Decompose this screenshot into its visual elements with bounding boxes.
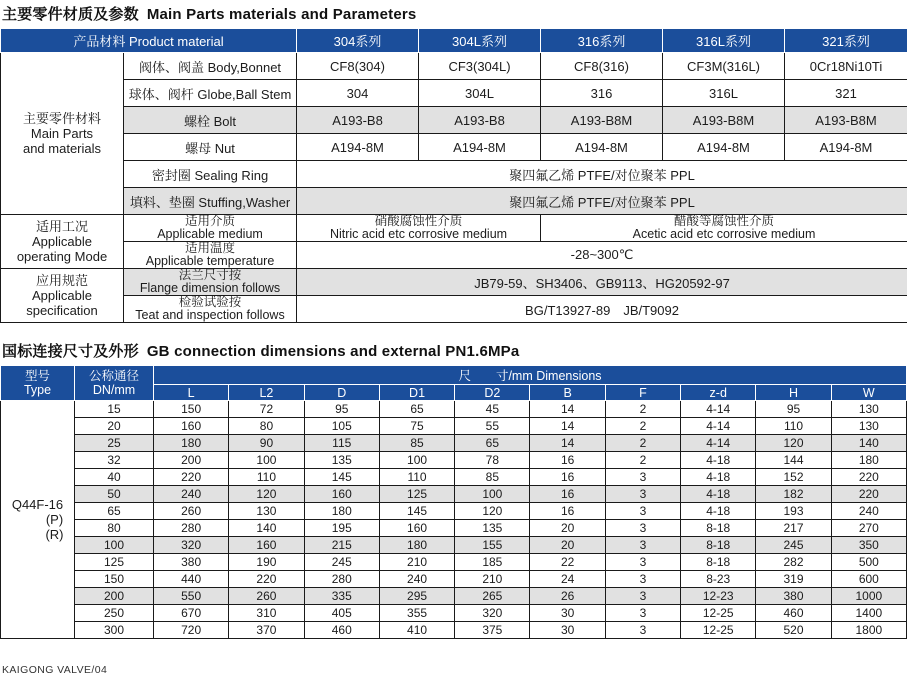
dim-cell: 335 [304,588,379,605]
cell-nut-321: A194-8M [785,134,907,161]
dim-cell: 45 [455,401,530,418]
section1-title [0,0,907,28]
dim-cell: 120 [756,435,831,452]
dim-cell: 152 [756,469,831,486]
dim-cell: 270 [831,520,906,537]
dim-cell: 217 [756,520,831,537]
dim-cell: 193 [756,503,831,520]
dim-cell: 16 [530,452,605,469]
dim-cell: 8-18 [681,554,756,571]
dim-cell: 265 [455,588,530,605]
cell-bolt-304: A193-B8 [297,107,419,134]
header-series-316l: 316L系列 [663,29,785,53]
label-flange [124,269,297,296]
label-medium-zh: 适用介质 [185,214,236,228]
dim-cell: 460 [756,605,831,622]
dim-cell: 65 [455,435,530,452]
dim-cell: 16 [530,503,605,520]
row-sealing-ring [1,161,907,188]
cell-body-316: CF8(316) [541,53,663,80]
dim-cell: 8-18 [681,520,756,537]
group-specification [1,269,124,323]
dim-cell: 220 [831,486,906,503]
dim-cell: 95 [304,401,379,418]
group-operating-en2: operating Mode [16,249,108,264]
cell-dn: 150 [75,571,154,588]
dim-cell: 195 [304,520,379,537]
dim-cell: 375 [455,622,530,639]
dim-cell: 160 [304,486,379,503]
dim-cell: 14 [530,435,605,452]
cell-nut-304: A194-8M [297,134,419,161]
dim-cell: 3 [605,605,680,622]
cell-dn: 32 [75,452,154,469]
dim-cell: 3 [605,588,680,605]
cell-medium-nitric [297,215,541,242]
cell-stem-304l: 304L [419,80,541,107]
label-medium [124,215,297,242]
dim-cell: 160 [379,520,454,537]
header-type [1,366,75,401]
dim-cell: 65 [379,401,454,418]
cell-dn: 50 [75,486,154,503]
dim-cell: 245 [304,554,379,571]
header-col-L2: L2 [229,385,304,401]
dim-cell: 380 [756,588,831,605]
cell-medium-acetic [541,215,907,242]
group-specification-en2: specification [26,303,98,318]
header-type-zh: 型号 [24,369,50,383]
dim-cell: 355 [379,605,454,622]
dim-cell: 14 [530,401,605,418]
type-variant-p: (P) [45,512,64,527]
dim-cell: 460 [304,622,379,639]
dim-cell: 14 [530,418,605,435]
label-test-en: Teat and inspection follows [135,308,285,322]
dim-cell: 280 [304,571,379,588]
dim-cell: 280 [154,520,229,537]
dim-cell: 3 [605,469,680,486]
parts-materials-table [0,28,907,323]
header-series-304l: 304L系列 [419,29,541,53]
header-dimensions-span: 尺 寸/mm Dimensions [154,366,907,385]
cell-stuffing-value: 聚四氟乙烯 PTFE/对位聚苯 PPL [297,188,907,215]
dim-cell: 310 [229,605,304,622]
dim-cell: 200 [154,452,229,469]
section1-title-zh: 主要零件材质及参数 [2,6,139,23]
header-product-material: 产品材料 Product material [1,29,297,53]
dim-cell: 520 [756,622,831,639]
section2-title-en: GB connection dimensions and external PN1.6MPa [146,343,520,360]
dim-row-dn200 [1,588,907,605]
dim-row-dn32 [1,452,907,469]
dim-cell: 260 [229,588,304,605]
label-temperature-zh: 适用温度 [185,241,236,255]
group-main-parts-en2: and materials [22,141,102,156]
label-bolt: 螺栓 Bolt [124,107,297,134]
label-stuffing: 填料、垫圈 Stuffing,Washer [124,188,297,215]
dim-cell: 210 [455,571,530,588]
dim-cell: 55 [455,418,530,435]
row-test-inspection [1,296,907,323]
cell-stem-316: 316 [541,80,663,107]
dim-cell: 3 [605,503,680,520]
dim-cell: 2 [605,452,680,469]
dim-cell: 8-18 [681,537,756,554]
dim-cell: 85 [455,469,530,486]
dim-row-dn250 [1,605,907,622]
dim-cell: 135 [304,452,379,469]
dim-cell: 320 [455,605,530,622]
dim-cell: 135 [455,520,530,537]
dim-cell: 240 [379,571,454,588]
cell-dn: 200 [75,588,154,605]
dim-cell: 2 [605,418,680,435]
cell-bolt-316: A193-B8M [541,107,663,134]
dim-cell: 144 [756,452,831,469]
dim-cell: 182 [756,486,831,503]
dim-cell: 100 [379,452,454,469]
dim-cell: 130 [831,418,906,435]
dim-cell: 30 [530,622,605,639]
row-nut [1,134,907,161]
cell-nut-316l: A194-8M [663,134,785,161]
header-type-en: Type [23,383,52,397]
dim-cell: 550 [154,588,229,605]
dim-cell: 160 [229,537,304,554]
header-series-316: 316系列 [541,29,663,53]
dim-cell: 380 [154,554,229,571]
dim-cell: 12-23 [681,588,756,605]
row-bolt [1,107,907,134]
type-model: Q44F-16 [11,497,64,512]
dim-cell: 4-14 [681,435,756,452]
group-operating-en1: Applicable [32,234,92,249]
group-operating-zh: 适用工况 [35,219,88,234]
dim-cell: 2 [605,401,680,418]
dim-cell: 282 [756,554,831,571]
dim-row-dn300 [1,622,907,639]
dim-cell: 130 [229,503,304,520]
dim-cell: 220 [154,469,229,486]
label-temperature [124,242,297,269]
dim-cell: 1400 [831,605,906,622]
dim-cell: 140 [831,435,906,452]
dim-cell: 180 [304,503,379,520]
dim-cell: 100 [455,486,530,503]
dim-cell: 24 [530,571,605,588]
dim-cell: 145 [304,469,379,486]
dim-cell: 3 [605,537,680,554]
cell-stem-316l: 316L [663,80,785,107]
footer-text: KAIGONG VALVE/04 [2,664,108,676]
dim-row-dn15 [1,401,907,418]
group-main-parts-en1: Main Parts [30,126,94,141]
dim-cell: 4-14 [681,401,756,418]
label-medium-en: Applicable medium [157,227,263,241]
dim-cell: 2 [605,435,680,452]
label-sealing: 密封圈 Sealing Ring [124,161,297,188]
dim-cell: 120 [455,503,530,520]
dim-cell: 125 [379,486,454,503]
header-col-F: F [605,385,680,401]
dim-cell: 4-18 [681,503,756,520]
dim-cell: 30 [530,605,605,622]
section1-title-en: Main Parts materials and Parameters [146,6,417,23]
dim-cell: 4-18 [681,469,756,486]
cell-nut-304l: A194-8M [419,134,541,161]
label-temperature-en: Applicable temperature [145,254,275,268]
row-applicable-temperature [1,242,907,269]
header-col-H: H [756,385,831,401]
dim-cell: 320 [154,537,229,554]
dim-cell: 3 [605,554,680,571]
cell-body-304: CF8(304) [297,53,419,80]
label-flange-zh: 法兰尺寸按 [178,268,242,282]
cell-flange-value: JB79-59、SH3406、GB9113、HG20592-97 [297,269,907,296]
dim-row-dn20 [1,418,907,435]
dim-cell: 120 [229,486,304,503]
cell-nitric-zh: 硝酸腐蚀性介质 [374,214,463,228]
dim-cell: 85 [379,435,454,452]
row-body-bonnet [1,53,907,80]
cell-body-316l: CF3M(316L) [663,53,785,80]
dim-cell: 350 [831,537,906,554]
cell-dn: 25 [75,435,154,452]
group-main-parts [1,53,124,215]
cell-acetic-en: Acetic acid etc corrosive medium [632,227,816,241]
header-col-zd: z-d [681,385,756,401]
dim-cell: 600 [831,571,906,588]
dim-cell: 260 [154,503,229,520]
dim-cell: 190 [229,554,304,571]
cell-acetic-zh: 醋酸等腐蚀性介质 [674,214,775,228]
dim-cell: 16 [530,486,605,503]
dim-cell: 180 [831,452,906,469]
dim-cell: 140 [229,520,304,537]
dim-cell: 440 [154,571,229,588]
group-main-parts-zh: 主要零件材料 [22,111,101,126]
dim-cell: 180 [379,537,454,554]
cell-sealing-value: 聚四氟乙烯 PTFE/对位聚苯 PPL [297,161,907,188]
dim-cell: 4-18 [681,486,756,503]
dim-cell: 12-25 [681,605,756,622]
dim-row-dn125 [1,554,907,571]
label-test [124,296,297,323]
dim-cell: 95 [756,401,831,418]
dim-row-dn40 [1,469,907,486]
dim-cell: 180 [154,435,229,452]
row-globe-ball-stem [1,80,907,107]
row-stuffing-washer [1,188,907,215]
header-col-W: W [831,385,906,401]
cell-nitric-en: Nitric acid etc corrosive medium [329,227,508,241]
dim-cell: 220 [229,571,304,588]
label-nut: 螺母 Nut [124,134,297,161]
dim-cell: 72 [229,401,304,418]
dim-cell: 1000 [831,588,906,605]
dim-cell: 100 [229,452,304,469]
header-col-B: B [530,385,605,401]
dim-cell: 90 [229,435,304,452]
cell-dn: 100 [75,537,154,554]
dim-cell: 75 [379,418,454,435]
group-operating-mode [1,215,124,269]
dim-cell: 295 [379,588,454,605]
header-dn-en: DN/mm [92,383,136,397]
cell-dn: 125 [75,554,154,571]
dim-cell: 8-23 [681,571,756,588]
dim-row-dn50 [1,486,907,503]
label-flange-en: Flange dimension follows [139,281,281,295]
cell-stem-304: 304 [297,80,419,107]
dim-cell: 78 [455,452,530,469]
dim-cell: 3 [605,486,680,503]
dim-cell: 405 [304,605,379,622]
dim-cell: 160 [154,418,229,435]
cell-temperature-value: -28~300℃ [297,242,907,269]
dim-cell: 3 [605,520,680,537]
dim-cell: 110 [229,469,304,486]
dim-cell: 150 [154,401,229,418]
dim-cell: 215 [304,537,379,554]
parts-table-header-row [1,29,907,53]
dim-cell: 145 [379,503,454,520]
cell-body-321: 0Cr18Ni10Ti [785,53,907,80]
header-series-304: 304系列 [297,29,419,53]
header-col-D2: D2 [455,385,530,401]
dim-cell: 80 [229,418,304,435]
dim-cell: 20 [530,520,605,537]
cell-dn: 65 [75,503,154,520]
cell-type-value [1,401,75,639]
dim-cell: 670 [154,605,229,622]
cell-bolt-304l: A193-B8 [419,107,541,134]
dim-cell: 130 [831,401,906,418]
dim-cell: 240 [154,486,229,503]
type-variant-r: (R) [45,527,64,542]
dim-cell: 240 [831,503,906,520]
cell-dn: 250 [75,605,154,622]
dim-cell: 220 [831,469,906,486]
dim-cell: 26 [530,588,605,605]
dim-cell: 22 [530,554,605,571]
dim-row-dn100 [1,537,907,554]
dim-cell: 4-18 [681,452,756,469]
cell-test-value: BG/T13927-89 JB/T9092 [297,296,907,323]
dim-cell: 1800 [831,622,906,639]
row-flange-dimension [1,269,907,296]
label-body-bonnet: 阀体、阀盖 Body,Bonnet [124,53,297,80]
dim-cell: 110 [379,469,454,486]
dim-cell: 185 [455,554,530,571]
cell-dn: 20 [75,418,154,435]
dim-cell: 500 [831,554,906,571]
dim-cell: 245 [756,537,831,554]
header-dn-zh: 公称通径 [88,369,139,383]
label-test-zh: 检验试验按 [178,295,242,309]
header-series-321: 321系列 [785,29,907,53]
header-dn [75,366,154,401]
label-stem: 球体、阀杆 Globe,Ball Stem [124,80,297,107]
cell-nut-316: A194-8M [541,134,663,161]
cell-bolt-321: A193-B8M [785,107,907,134]
cell-dn: 15 [75,401,154,418]
dim-cell: 3 [605,571,680,588]
section2-title [0,337,907,365]
section2-title-zh: 国标连接尺寸及外形 [2,343,139,360]
cell-bolt-316l: A193-B8M [663,107,785,134]
dim-cell: 110 [756,418,831,435]
dim-cell: 20 [530,537,605,554]
dim-cell: 370 [229,622,304,639]
cell-dn: 40 [75,469,154,486]
cell-dn: 80 [75,520,154,537]
dim-cell: 3 [605,622,680,639]
dim-row-dn80 [1,520,907,537]
dim-row-dn150 [1,571,907,588]
header-col-L: L [154,385,229,401]
dim-cell: 155 [455,537,530,554]
row-applicable-medium [1,215,907,242]
header-col-D: D [304,385,379,401]
dim-cell: 12-25 [681,622,756,639]
dim-cell: 4-14 [681,418,756,435]
dim-row-dn25 [1,435,907,452]
group-specification-en1: Applicable [32,288,92,303]
dim-cell: 410 [379,622,454,639]
dim-cell: 115 [304,435,379,452]
dim-cell: 105 [304,418,379,435]
dim-cell: 16 [530,469,605,486]
group-specification-zh: 应用规范 [35,273,88,288]
cell-stem-321: 321 [785,80,907,107]
dim-header-row-1 [1,366,907,385]
header-col-D1: D1 [379,385,454,401]
cell-body-304l: CF3(304L) [419,53,541,80]
dim-cell: 720 [154,622,229,639]
cell-dn: 300 [75,622,154,639]
dimensions-table [0,365,907,639]
dim-cell: 210 [379,554,454,571]
dim-cell: 319 [756,571,831,588]
dim-row-dn65 [1,503,907,520]
